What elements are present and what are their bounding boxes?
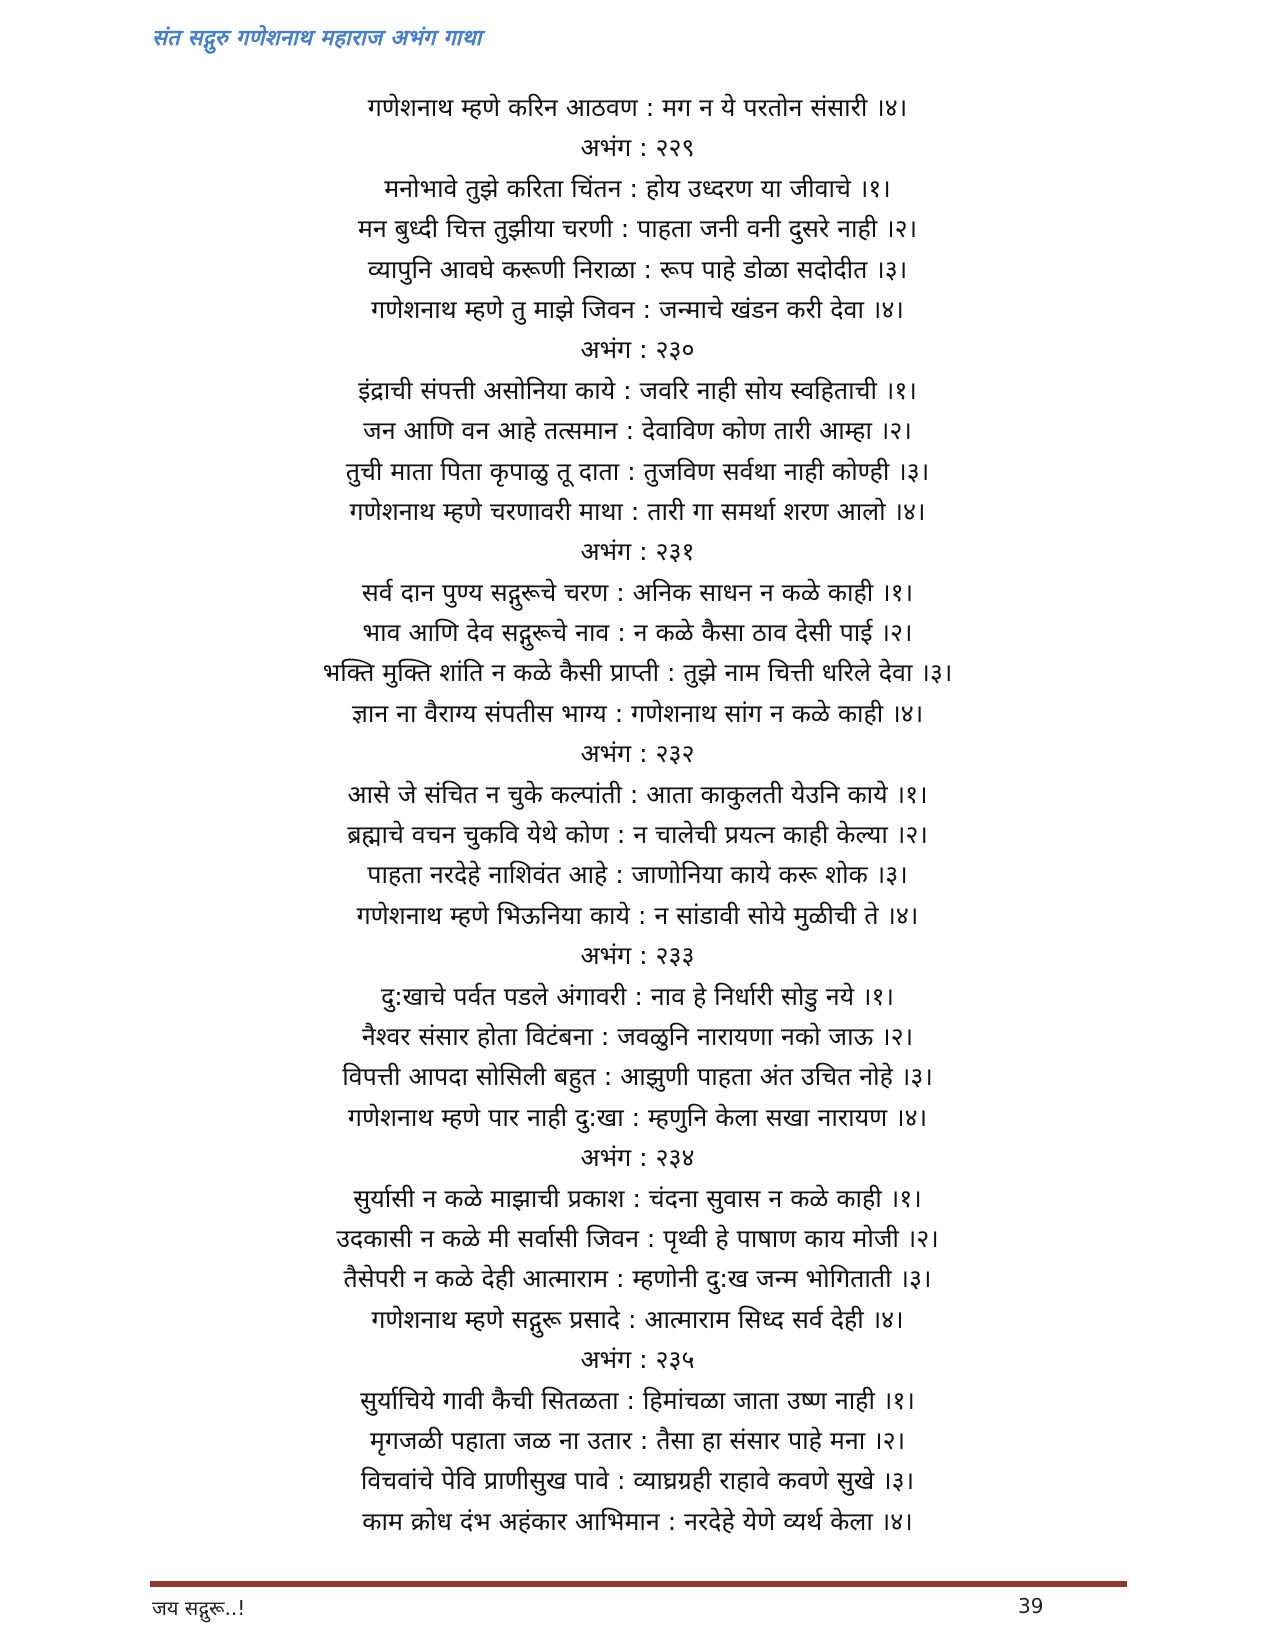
- abhang-heading: अभंग : २२९: [580, 133, 695, 163]
- verse-line: गणेशनाथ म्हणे चरणावरी माथा : तारी गा समर्था शरण आलो ।४।: [349, 496, 926, 526]
- verse-line: मन बुध्दी चित्त तुझीया चरणी : पाहता जनी वनी दुसरे नाही ।२।: [357, 214, 918, 244]
- verse-line: विचवांचे पेवि प्राणीसुख पावे : व्याघ्रग्रही राहावे कवणे सुखे ।३।: [360, 1466, 915, 1496]
- verse-line: सुर्यासी न कळे माझाची प्रकाश : चंदना सुवास न कळे काही ।१।: [353, 1183, 922, 1213]
- verse-line: मनोभावे तुझे करिता चिंतन : होय उध्दरण या जीवाचे ।१।: [384, 173, 891, 203]
- verse-block: [140, 88, 1135, 1542]
- verse-line: दु:खाचे पर्वत पडले अंगावरी : नाव हे निर्धारी सोडु नये ।१।: [380, 981, 894, 1011]
- verse-line: भक्ति मुक्ति शांति न कळे कैसी प्राप्ती : तुझे नाम चित्ती धरिले देवा ।३।: [322, 658, 953, 688]
- verse-line: गणेशनाथ म्हणे सद्गुरू प्रसादे : आत्माराम सिध्द सर्व देही ।४।: [371, 1304, 904, 1334]
- verse-line: सर्व दान पुण्य सद्गुरूचे चरण : अनिक साधन न कळे काही ।१।: [361, 577, 914, 607]
- page-number: 39: [1018, 1594, 1044, 1618]
- abhang-heading: अभंग : २३४: [580, 1143, 695, 1173]
- running-header: संत सद्गुरु गणेशनाथ महाराज अभंग गाथा: [152, 26, 482, 51]
- verse-line: मृगजळी पहाता जळ ना उतार : तैसा हा संसार पाहे मना ।२।: [369, 1425, 906, 1455]
- verse-line: आसे जे संचित न चुके कल्पांती : आता काकुलती येउनि काये ।१।: [347, 779, 928, 809]
- verse-line: विपत्ती आपदा सोसिली बहुत : आझुणी पाहता अंत उचित नोहे ।३।: [342, 1062, 933, 1092]
- verse-line: गणेशनाथ म्हणे तु माझे जिवन : जन्माचे खंडन करी देवा ।४।: [371, 294, 904, 324]
- abhang-heading: अभंग : २३२: [580, 739, 695, 769]
- verse-line: इंद्राची संपत्ती असोनिया काये : जवरि नाही सोय स्वहिताची ।१।: [358, 375, 917, 405]
- abhang-heading: अभंग : २३०: [580, 335, 695, 365]
- verse-line: तुची माता पिता कृपाळु तू दाता : तुजविण सर्वथा नाही कोण्ही ।३।: [345, 456, 930, 486]
- verse-line: व्यापुनि आवघे करूणी निराळा : रूप पाहे डोळा सदोदीत ।३।: [367, 254, 908, 284]
- verse-line: पाहता नरदेहे नाशिवंत आहे : जाणोनिया काये करू शोक ।३।: [367, 860, 908, 890]
- verse-line: नैश्वर संसार होता विटंबना : जवळुनि नारायणा नको जाऊ ।२।: [361, 1021, 914, 1051]
- verse-line: गणेशनाथ म्हणे पार नाही दु:खा : म्हणुनि केला सखा नारायण ।४।: [347, 1102, 928, 1132]
- verse-line: ज्ञान ना वैराग्य संपतीस भाग्य : गणेशनाथ सांग न कळे काही ।४।: [351, 698, 924, 728]
- verse-line: सुर्याचिये गावी कैची सितळता : हिमांचळा जाता उष्ण नाही ।१।: [360, 1385, 915, 1415]
- verse-line: जन आणि वन आहे तत्समान : देवाविण कोण तारी आम्हा ।२।: [363, 416, 912, 446]
- footer-divider: [150, 1581, 1127, 1587]
- footer-text: जय सद्गुरू..!: [152, 1596, 246, 1620]
- verse-line: गणेशनाथ म्हणे भिऊनिया काये : न सांडावी सोये मुळीची ते ।४।: [356, 900, 919, 930]
- verse-line: ब्रह्माचे वचन चुकवि येथे कोण : न चालेची प्रयत्न काही केल्या ।२।: [347, 820, 928, 850]
- abhang-heading: अभंग : २३१: [580, 537, 695, 567]
- abhang-heading: अभंग : २३३: [580, 941, 695, 971]
- verse-line: गणेशनाथ म्हणे करिन आठवण : मग न ये परतोन संसारी ।४।: [367, 93, 908, 122]
- verse-line: उदकासी न कळे मी सर्वासी जिवन : पृथ्वी हे पाषाण काय मोजी ।२।: [336, 1223, 939, 1253]
- abhang-heading: अभंग : २३५: [580, 1345, 695, 1375]
- verse-line: काम क्रोध दंभ अहंकार आभिमान : नरदेहे येणे व्यर्थ केला ।४।: [362, 1506, 913, 1536]
- verse-line: भाव आणि देव सद्गुरूचे नाव : न कळे कैसा ठाव देसी पाई ।२।: [362, 618, 913, 648]
- verse-line: तैसेपरी न कळे देही आत्माराम : म्हणोनी दु:ख जन्म भोगिताती ।३।: [343, 1264, 932, 1294]
